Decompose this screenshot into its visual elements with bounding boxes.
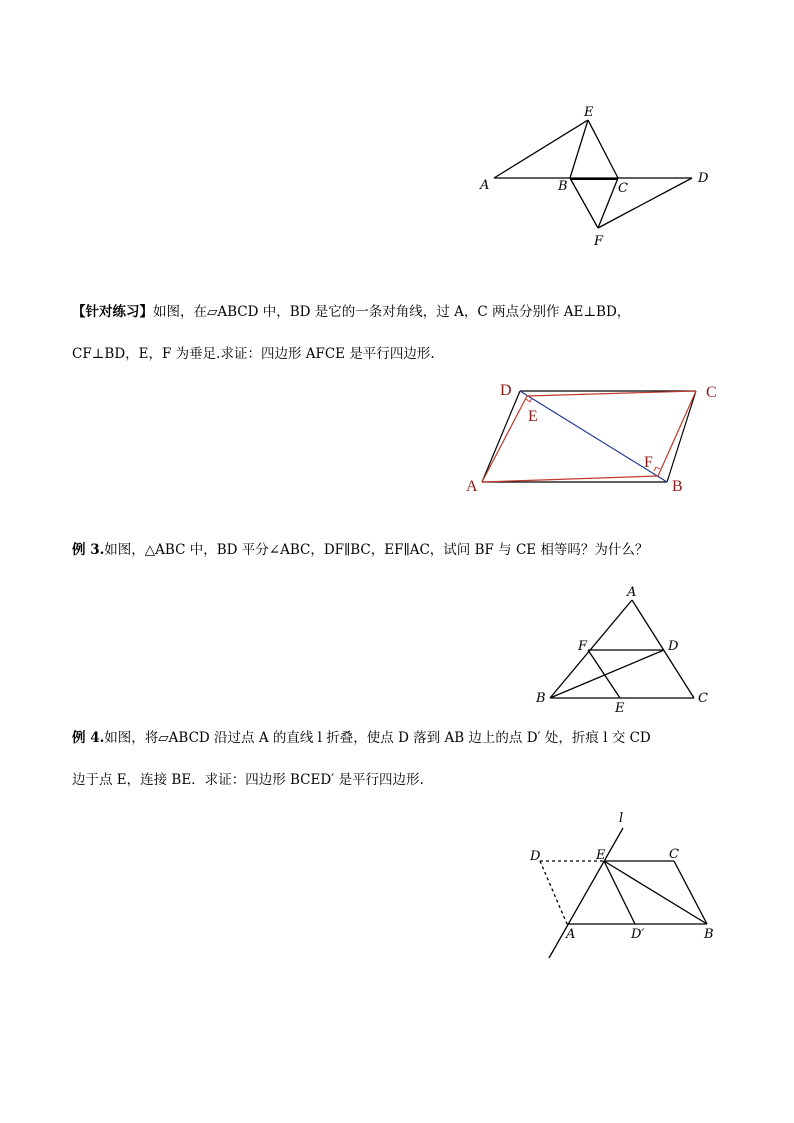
example3-text: 如图，△ABC 中，BD 平分∠ABC，DF∥BC，EF∥AC，试问 BF 与 CE 相等吗？为什么？	[104, 542, 649, 558]
segment-BD	[550, 650, 664, 698]
label-B: B	[536, 691, 546, 706]
label-A: A	[627, 585, 637, 600]
label-B: B	[704, 927, 714, 942]
practice-text-2: CF⊥BD，E，F 为垂足.求证：四边形 AFCE 是平行四边形.	[72, 346, 435, 362]
segment-FE	[588, 650, 620, 698]
example4-line-2	[72, 770, 424, 790]
label-E: E	[615, 701, 625, 715]
figure-3	[530, 580, 720, 715]
label-D: D	[530, 849, 541, 864]
figure-2	[460, 375, 730, 500]
side-AC	[632, 600, 694, 698]
label-l: l	[619, 811, 624, 826]
right-angle-F	[654, 467, 660, 471]
label-A: A	[566, 927, 576, 942]
practice-tag: 【针对练习】	[72, 304, 153, 320]
label-C: C	[618, 181, 628, 196]
segment-AE	[494, 120, 588, 178]
segment-EC	[588, 120, 618, 178]
practice-text-1: 如图，在▱ABCD 中，BD 是它的一条对角线，过 A，C 两点分别作 AE⊥BD，	[153, 304, 631, 320]
example4-text-2: 边于点 E，连接 BE．求证：四边形 BCED′ 是平行四边形.	[72, 772, 424, 788]
label-A: A	[480, 178, 490, 193]
label-C: C	[669, 847, 679, 862]
label-D: D	[698, 171, 709, 186]
example3-line	[72, 540, 648, 560]
label-C: C	[698, 691, 708, 706]
label-E: E	[528, 408, 538, 425]
label-F: F	[578, 639, 588, 654]
label-B: B	[672, 478, 683, 495]
label-F: F	[644, 454, 653, 471]
label-F: F	[594, 234, 604, 249]
segment-EC	[527, 391, 696, 396]
practice-line-1	[72, 302, 630, 322]
segment-CF	[658, 391, 696, 476]
fold-line-l	[549, 828, 623, 958]
segment-DA-dashed	[540, 861, 567, 924]
right-angle-E	[526, 398, 532, 402]
label-D-prime: D′	[631, 927, 645, 942]
figure-4	[520, 805, 730, 970]
label-E: E	[596, 848, 606, 863]
example4-line-1	[72, 728, 651, 748]
segment-BF	[570, 178, 598, 228]
segment-FD	[598, 178, 692, 228]
segment-AE	[482, 396, 527, 482]
side-AD	[482, 391, 520, 482]
segment-CF	[598, 178, 618, 228]
figure-1	[470, 100, 720, 250]
example4-text-1: 如图，将▱ABCD 沿过点 A 的直线 l 折叠，使点 D 落到 AB 边上的点 D′ 处，折痕 l 交 CD	[104, 730, 651, 746]
label-A: A	[466, 478, 478, 495]
label-B: B	[558, 179, 568, 194]
example4-tag: 例 4.	[72, 730, 105, 746]
example3-tag: 例 3.	[72, 542, 105, 558]
label-D: D	[500, 382, 512, 399]
label-E: E	[584, 105, 594, 120]
practice-line-2	[72, 344, 435, 364]
side-CB	[667, 391, 696, 482]
segment-FA	[482, 476, 658, 482]
label-D: D	[668, 639, 679, 654]
label-C: C	[706, 384, 717, 401]
side-AB	[550, 600, 632, 698]
